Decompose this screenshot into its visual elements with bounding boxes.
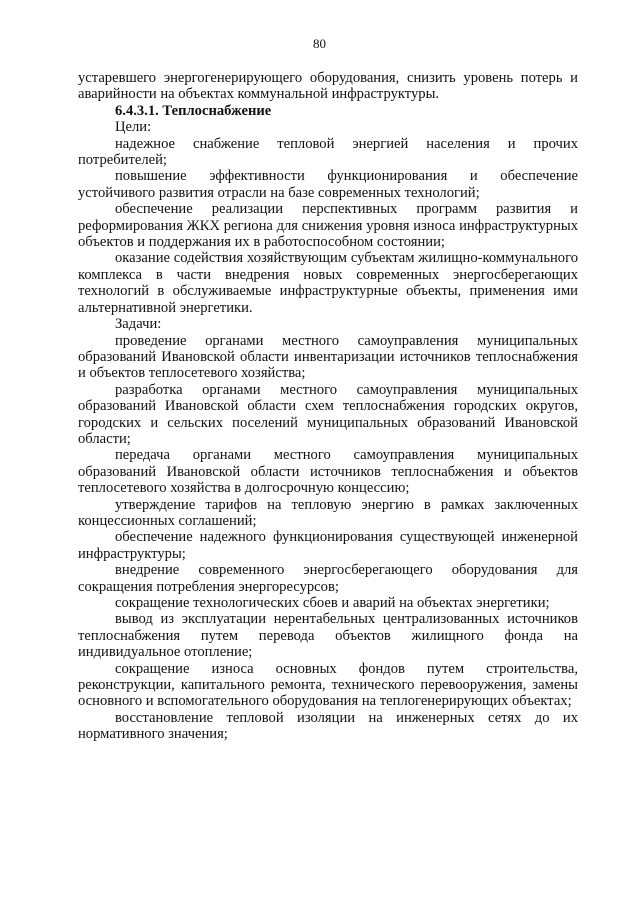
task-item: сокращение технологических сбоев и аварий на объектах энергетики; <box>115 595 550 611</box>
task-item: сокращение износа основных фондов путем строительства, реконструкции, капитального ремонта, технического перевооружения, замены основного и вспомогательного оборудования на теплогенерирующих объектах; <box>78 660 578 710</box>
task-item: внедрение современного энергосберегающего оборудования для сокращения потребления энергоресурсов; <box>78 562 578 595</box>
document-body <box>78 70 578 743</box>
task-item: обеспечение надежного функционирования существующей инженерной инфраструктуры; <box>78 529 578 562</box>
goal-item: повышение эффективности функционирования и обеспечение устойчивого развития отрасли на базе современных технологий; <box>78 168 578 201</box>
task-item: проведение органами местного самоуправления муниципальных образований Ивановской области инвентаризации источников теплоснабжения и объектов теплосетевого хозяйства; <box>78 332 578 382</box>
tasks-label: Задачи: <box>115 316 162 333</box>
task-item: восстановление тепловой изоляции на инженерных сетях до их нормативного значения; <box>78 709 578 743</box>
goal-item: обеспечение реализации перспективных программ развития и реформирования ЖКХ региона для снижения уровня износа инфраструктурных объектов и поддержания их в работоспособном состоянии; <box>78 201 578 251</box>
task-item: вывод из эксплуатации нерентабельных централизованных источников теплоснабжения путем перевода объектов жилищного фонда на индивидуальное отопление; <box>78 611 578 661</box>
goal-item: надежное снабжение тепловой энергией населения и прочих потребителей; <box>78 135 578 169</box>
goal-item: оказание содействия хозяйствующим субъектам жилищно-коммунального комплекса в части внедрения новых современных энергосберегающих технологий в обслуживаемые инфраструктурные объекты, применения ими альтернативной энергетики. <box>78 250 578 316</box>
section-title: 6.4.3.1. Теплоснабжение <box>115 102 272 119</box>
intro-paragraph: устаревшего энергогенерирующего оборудования, снизить уровень потерь и аварийности на объектах коммунальной инфраструктуры. <box>78 70 578 103</box>
task-item: разработка органами местного самоуправления муниципальных образований Ивановской области схем теплоснабжения городских округов, городских и сельских поселений муниципальных образований Ивановской области; <box>78 381 578 447</box>
goals-label: Цели: <box>115 119 152 136</box>
page-number: 80 <box>313 36 326 51</box>
task-item: утверждение тарифов на тепловую энергию в рамках заключенных концессионных соглашений; <box>78 496 578 529</box>
task-item: передача органами местного самоуправления муниципальных образований Ивановской области источников теплоснабжения и объектов теплосетевого хозяйства в долгосрочную концессию; <box>78 447 578 497</box>
